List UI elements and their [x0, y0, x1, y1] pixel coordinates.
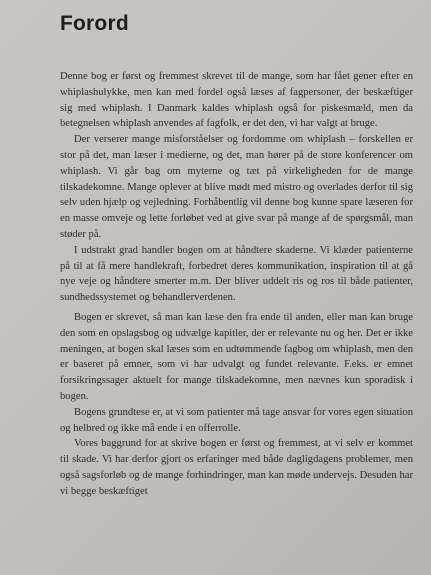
- paragraph-how-to-read: Bogen er skrevet, så man kan læse den fra ende til anden, eller man kan bruge den som en opslagsbog og udvælge kapitler, der er relevante nu og her. Det er ikke meningen, at bogen skal læses som en udtømmende fagbog om whiplash, men den er baseret på emner, som vi har udvalgt og fundet relevante. F.eks. er emnet forsikringssager aktuelt for mange tilskadekomne, men nævnes kun sporadisk i bogen.: [60, 311, 413, 402]
- chapter-heading: Forord: [60, 12, 129, 35]
- paragraph-thesis: Bogens grundtese er, at vi som patienter må tage ansvar for vores egen situation og helbred og ikke må ende i en offerrolle.: [60, 406, 413, 434]
- preface-body: [60, 69, 413, 500]
- paragraph-misconceptions: Der verserer mange misforståelser og fordomme om whiplash – forskellen er stor på det, man læser i medierne, og det, man hører på de store konferencer om whiplash. Vi går bag om myterne og tæt på virkeligheden for de mange tilskadekomne. Mange oplever at blive mødt med mistro og overlades derfor til sig selv uden hjælp og vejledning. Forhåbentlig vil denne bog kunne spare læseren for en masse omveje og lette forløbet ved at give svar på mange af de spørgsmål, man støder på.: [60, 134, 413, 240]
- paragraph-handling: I udstrakt grad handler bogen om at håndtere skaderne. Vi klæder patienterne på til at få mere handlekraft, forbedret deres kommunikation, inspiration til at gå nye veje og håndtere smerter m.m. Der bliver uddelt ris og ros til både patienter, sundhedssystemet og behandlerverdenen.: [60, 244, 413, 304]
- paragraph-intro: Denne bog er først og fremmest skrevet til de mange, som har fået gener efter en whiplashulykke, men kan med fordel også læses af fagpersoner, der beskæftiger sig med whiplash. I Danmark kaldes whiplash også for piskesmæld, men da betegnelsen whiplash anvendes af fagfolk, er det den, vi har valgt at bruge.: [60, 71, 413, 130]
- paragraph-background: Vores baggrund for at skrive bogen er først og fremmest, at vi selv er kommet til skade. Vi har derfor gjort os erfaringer med både dagligdagens problemer, men også sagsforløb og de mange forhindringer, man kan møde undervejs. Desuden har vi begge beskæftiget: [60, 438, 413, 497]
